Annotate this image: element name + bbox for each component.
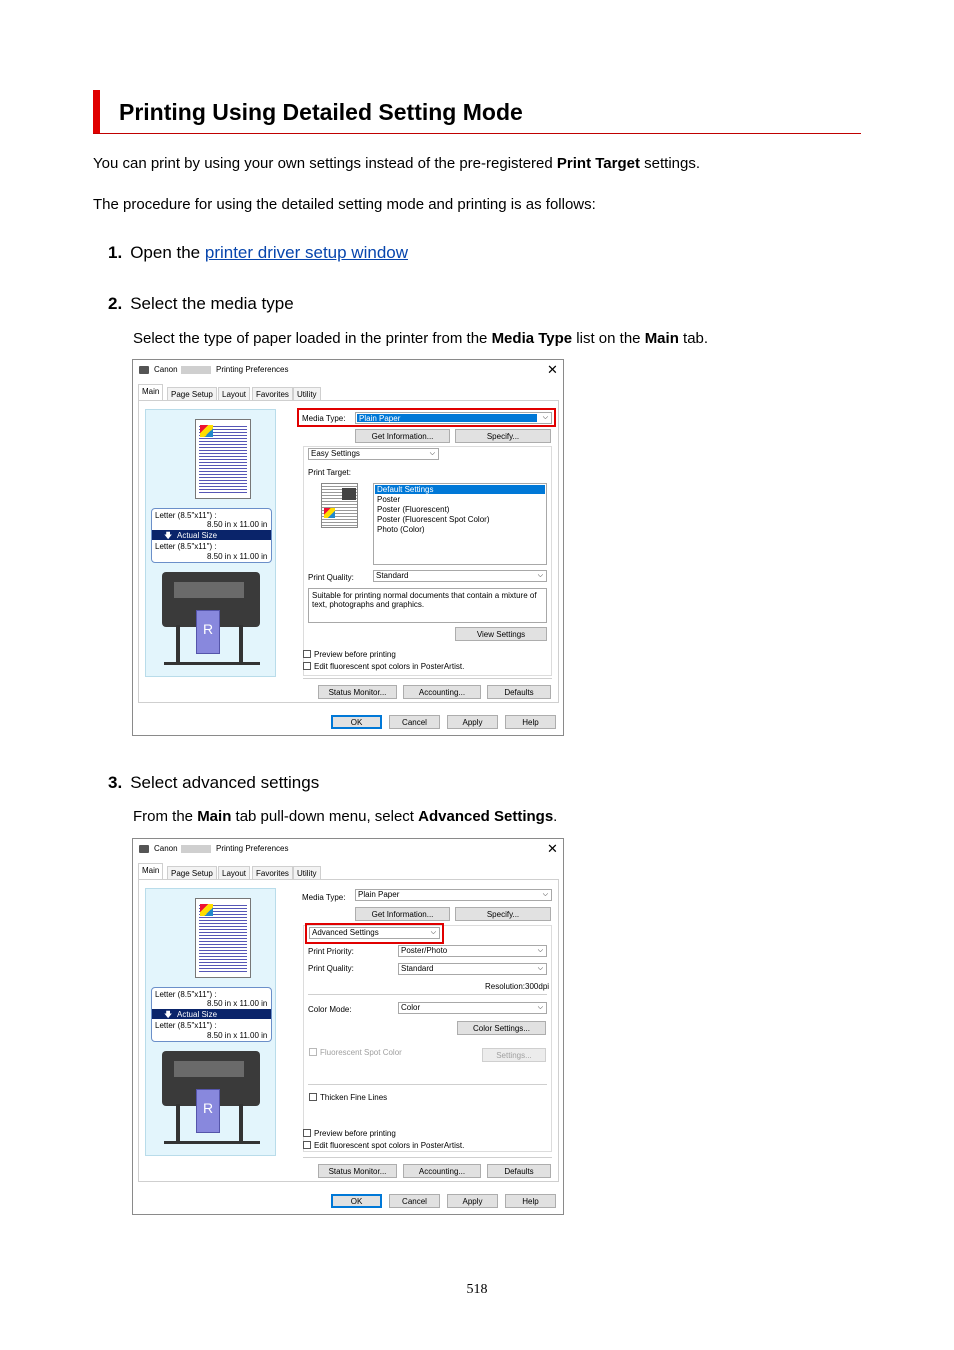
paper-size-box — [151, 987, 272, 1042]
thicken-fine-lines-checkbox[interactable] — [309, 1093, 317, 1101]
accounting-button[interactable]: Accounting... — [403, 685, 481, 699]
tab-layout[interactable]: Layout — [218, 866, 250, 880]
model-name-blank — [181, 366, 211, 374]
list-item[interactable]: Poster (Fluorescent Spot Color) — [377, 515, 490, 524]
edit-fluorescent-label: Edit fluorescent spot colors in PosterArtist. — [314, 1141, 465, 1150]
print-preview — [145, 888, 276, 1156]
media-type-select[interactable] — [355, 889, 552, 901]
color-mode-label: Color Mode: — [308, 1005, 352, 1014]
divider — [308, 994, 547, 995]
model-name-blank — [181, 845, 211, 853]
dialog-tabs — [138, 384, 558, 401]
color-mode-select[interactable] — [398, 1002, 547, 1014]
intro-paragraph: You can print by using your own settings instead of the pre-registered Print Target settings. — [93, 155, 700, 172]
printing-preferences-dialog-2 — [132, 838, 564, 1215]
printer-stand-foot — [164, 662, 260, 665]
actual-size-bar — [152, 530, 271, 540]
chevron-down-icon: ⌵ — [429, 450, 435, 457]
apply-button[interactable]: Apply — [447, 1194, 498, 1208]
divider — [308, 1084, 547, 1085]
tab-favorites[interactable]: Favorites — [252, 387, 293, 401]
paper-size-box — [151, 508, 272, 563]
fluorescent-settings-button[interactable]: Settings... — [482, 1048, 546, 1062]
list-item[interactable]: Photo (Color) — [377, 525, 425, 534]
description-box: Suitable for printing normal documents that contain a mixture of text, photographs and graphics. — [308, 588, 547, 623]
printer-top-icon — [174, 1061, 244, 1077]
page-number: 518 — [466, 1282, 488, 1297]
page-title: Printing Using Detailed Setting Mode — [119, 99, 523, 125]
document-preview — [195, 419, 251, 499]
step-2-description: Select the type of paper loaded in the printer from the Media Type list on the Main tab. — [133, 330, 709, 347]
divider — [303, 678, 552, 679]
print-quality-value: Standard — [376, 571, 409, 580]
defaults-button[interactable]: Defaults — [487, 1164, 551, 1178]
settings-group — [303, 925, 552, 1152]
edit-fluorescent-label: Edit fluorescent spot colors in PosterArtist. — [314, 662, 465, 671]
help-button[interactable]: Help — [505, 715, 556, 729]
printer-top-icon — [174, 582, 244, 598]
settings-mode-select[interactable] — [308, 448, 439, 460]
size-dimensions: 8.50 in x 11.00 in — [207, 999, 268, 1008]
media-type-label: Media Type: — [302, 414, 346, 423]
defaults-button[interactable]: Defaults — [487, 685, 551, 699]
print-priority-select[interactable] — [398, 945, 547, 957]
tab-main[interactable]: Main — [138, 863, 163, 880]
ok-button[interactable]: OK — [331, 715, 382, 729]
preview-before-printing-label: Preview before printing — [314, 650, 396, 659]
print-quality-select[interactable] — [398, 963, 547, 975]
heading-accent-bar — [93, 90, 100, 133]
chevron-down-icon: ⌵ — [537, 965, 543, 972]
tab-utility[interactable]: Utility — [293, 387, 321, 401]
print-quality-label: Print Quality: — [308, 964, 354, 973]
media-type-label: Media Type: — [302, 893, 346, 902]
size-label: Letter (8.5"x11") : — [155, 511, 217, 520]
down-arrow-icon: 🡇 — [164, 531, 173, 540]
fluorescent-spot-color-label: Fluorescent Spot Color — [320, 1048, 402, 1057]
specify-button[interactable]: Specify... — [455, 429, 551, 443]
chevron-down-icon: ⌵ — [542, 414, 548, 421]
output-size-dimensions: 8.50 in x 11.00 in — [207, 552, 268, 561]
dialog-tabs — [138, 863, 558, 880]
dialog-title-brand: Canon — [154, 844, 178, 853]
thicken-fine-lines-label: Thicken Fine Lines — [320, 1093, 388, 1102]
preview-before-printing-label: Preview before printing — [314, 1129, 396, 1138]
section-heading — [93, 90, 861, 134]
fluorescent-spot-color-checkbox[interactable] — [309, 1048, 317, 1056]
cancel-button[interactable]: Cancel — [389, 1194, 440, 1208]
printer-stand-foot — [164, 1141, 260, 1144]
media-type-value: Plain Paper — [358, 890, 400, 899]
output-size-label: Letter (8.5"x11") : — [155, 1021, 217, 1030]
chevron-down-icon: ⌵ — [537, 572, 543, 579]
resolution-label: Resolution:300dpi — [485, 982, 550, 991]
tab-page-setup[interactable]: Page Setup — [167, 866, 217, 880]
actual-size-bar — [152, 1009, 271, 1019]
edit-fluorescent-checkbox[interactable] — [303, 1141, 311, 1149]
print-priority-label: Print Priority: — [308, 947, 354, 956]
printer-stand-leg — [176, 1104, 180, 1144]
media-type-select[interactable] — [355, 412, 552, 424]
tab-utility[interactable]: Utility — [293, 866, 321, 880]
chevron-down-icon: ⌵ — [537, 947, 543, 954]
settings-mode-select[interactable] — [309, 927, 440, 939]
status-monitor-button[interactable]: Status Monitor... — [318, 1164, 397, 1178]
list-item[interactable]: Default Settings — [375, 485, 545, 494]
printer-icon — [139, 366, 149, 374]
edit-fluorescent-checkbox[interactable] — [303, 662, 311, 670]
tab-page-setup[interactable]: Page Setup — [167, 387, 217, 401]
printing-preferences-dialog-1 — [132, 359, 564, 736]
print-target-list[interactable] — [373, 483, 547, 565]
ok-button[interactable]: OK — [331, 1194, 382, 1208]
get-information-button[interactable]: Get Information... — [355, 907, 450, 921]
output-paper-icon: R — [196, 610, 220, 654]
status-monitor-button[interactable]: Status Monitor... — [318, 685, 397, 699]
output-paper-icon: R — [196, 1089, 220, 1133]
size-label: Letter (8.5"x11") : — [155, 990, 217, 999]
list-item[interactable]: Poster (Fluorescent) — [377, 505, 450, 514]
preview-before-printing-checkbox[interactable] — [303, 650, 311, 658]
step-3: 3. Select advanced settings — [108, 773, 320, 792]
close-icon[interactable]: ✕ — [547, 841, 558, 856]
chevron-down-icon: ⌵ — [542, 891, 548, 898]
settings-mode-value: Easy Settings — [311, 449, 360, 458]
divider — [303, 1157, 552, 1158]
apply-button[interactable]: Apply — [447, 715, 498, 729]
print-preview — [145, 409, 276, 677]
help-button[interactable]: Help — [505, 1194, 556, 1208]
printer-stand-leg — [176, 625, 180, 665]
print-target-label: Print Target: — [308, 468, 351, 477]
list-item[interactable]: Poster — [377, 495, 401, 504]
accounting-button[interactable]: Accounting... — [403, 1164, 481, 1178]
printer-driver-setup-link[interactable]: printer driver setup window — [204, 243, 409, 262]
chevron-down-icon: ⌵ — [537, 1004, 543, 1011]
step-1: 1. Open the printer driver setup window — [108, 243, 409, 262]
settings-mode-value: Advanced Settings — [312, 928, 379, 937]
size-dimensions: 8.50 in x 11.00 in — [207, 520, 268, 529]
actual-size-label: Actual Size — [177, 531, 218, 540]
color-mode-value: Color — [401, 1003, 421, 1012]
dialog-title: Printing Preferences — [216, 844, 289, 853]
printer-stand-leg — [239, 1104, 243, 1144]
output-size-dimensions: 8.50 in x 11.00 in — [207, 1031, 268, 1040]
dialog-titlebar — [133, 839, 563, 861]
tab-layout[interactable]: Layout — [218, 387, 250, 401]
step-2: 2. Select the media type — [108, 294, 294, 313]
cancel-button[interactable]: Cancel — [389, 715, 440, 729]
specify-button[interactable]: Specify... — [455, 907, 551, 921]
tab-main[interactable]: Main — [138, 384, 163, 401]
print-target-preview — [321, 483, 358, 528]
color-settings-button[interactable]: Color Settings... — [457, 1021, 546, 1035]
printer-stand-leg — [239, 625, 243, 665]
close-icon[interactable]: ✕ — [547, 362, 558, 377]
get-information-button[interactable]: Get Information... — [355, 429, 450, 443]
procedure-paragraph: The procedure for using the detailed setting mode and printing is as follows: — [93, 196, 596, 213]
down-arrow-icon: 🡇 — [164, 1010, 173, 1019]
document-preview — [195, 898, 251, 978]
dialog-title: Printing Preferences — [216, 365, 289, 374]
output-size-label: Letter (8.5"x11") : — [155, 542, 217, 551]
dialog-titlebar — [133, 360, 563, 382]
dialog-title-brand: Canon — [154, 365, 178, 374]
chevron-down-icon: ⌵ — [430, 929, 436, 936]
preview-before-printing-checkbox[interactable] — [303, 1129, 311, 1137]
print-quality-label: Print Quality: — [308, 573, 354, 582]
printer-icon — [139, 845, 149, 853]
print-quality-select[interactable] — [373, 570, 547, 582]
tab-favorites[interactable]: Favorites — [252, 866, 293, 880]
print-quality-value: Standard — [401, 964, 434, 973]
step-3-description: From the Main tab pull-down menu, select Advanced Settings. — [133, 808, 558, 825]
print-priority-value: Poster/Photo — [401, 946, 448, 955]
media-type-value: Plain Paper — [357, 414, 537, 422]
actual-size-label: Actual Size — [177, 1010, 218, 1019]
view-settings-button[interactable]: View Settings — [455, 627, 547, 641]
